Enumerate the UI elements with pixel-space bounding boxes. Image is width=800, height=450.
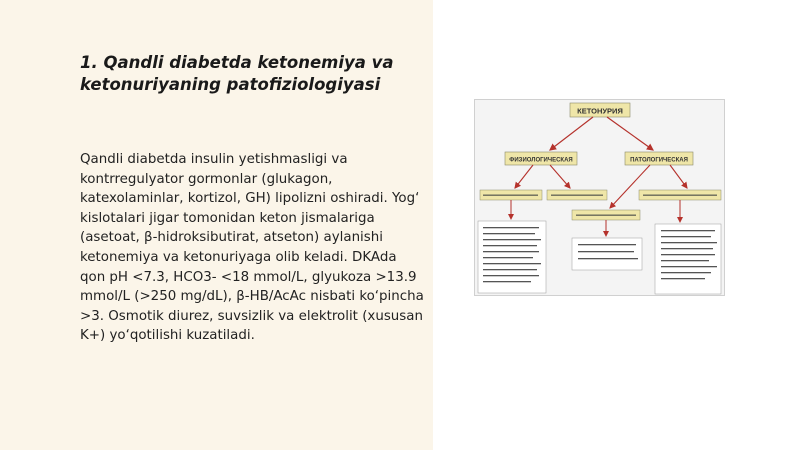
detail-box-left [478,221,546,293]
root-label: КЕТОНУРИЯ [577,106,623,116]
path-subbox-2-text [643,195,717,196]
slide-title: 1. Qandli diabetda ketonemiya va ketonuriyaning patofiziologiyasi [80,53,394,94]
phys-subbox-1-text [483,195,538,196]
ketonuria-flowchart [475,100,726,297]
detail-box-middle [572,238,642,270]
arrow-phys-b [550,165,570,188]
slide-body-text: Qandli diabetda insulin yetishmasligi va kontrregulyator gormonlar (glukagon, katexolaminlar, kortizol, GH) lipolizni oshiradi. Yog‘ kislotalari jigar tomonidan keton jismalariga (asetoat, β-hidroksibutirat, atseton) aylanishi ketonemiya va ketonuriyaga olib keladi. DKAda qon pH <7.3, HCO3- <18 mmol/L, glyukoza >13.9 mmol/L (>250 mg/dL), β-HB/AcAc nisbati ko‘pincha >3. Osmotik diurez, suvsizlik va elektrolit (xususan K+) yo‘qotilishi kuzatiladi. [80,152,424,344]
arrow-phys-a [515,165,533,188]
physiological-label: ФИЗИОЛОГИЧЕСКАЯ [509,157,573,164]
ketonuria-diagram [474,99,725,296]
arrow-root-right [607,117,653,150]
phys-subbox-2-text [551,195,603,196]
detail-box-right [655,224,721,294]
pathological-label: ПАТОЛОГИЧЕСКАЯ [630,157,688,164]
arrow-root-left [550,117,593,150]
arrow-path-a [610,165,650,208]
path-subbox-1-text [576,215,636,216]
arrow-path-b [670,165,687,188]
